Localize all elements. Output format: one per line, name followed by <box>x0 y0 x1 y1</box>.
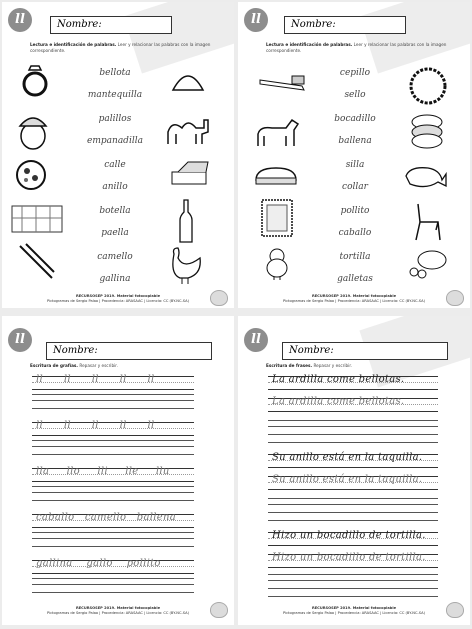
writing-line[interactable] <box>268 498 438 499</box>
mascot-icon <box>446 602 464 618</box>
writing-line[interactable] <box>268 520 438 521</box>
word-10: galletas <box>337 274 373 284</box>
worksheet-page-2 <box>238 2 470 308</box>
watermark <box>123 2 234 74</box>
letter-badge: ll <box>244 328 268 352</box>
footer-title: RECURSOSEP 2019. Material fotocopiable <box>311 606 397 610</box>
footer-credits: Pictogramas de Sergio Palao | Procedencia: ARASAAC | Licencia: CC (BY-NC-SA) <box>47 611 189 615</box>
writing-line[interactable] <box>32 532 194 533</box>
name-field[interactable]: Nombre: <box>284 16 406 34</box>
writing-line[interactable] <box>268 420 438 421</box>
mascot-icon <box>446 290 464 306</box>
letter-badge: ll <box>244 8 268 32</box>
instruction-title: Escritura de grafías. <box>30 363 79 368</box>
tortilla-icon <box>406 248 450 280</box>
letter-badge: ll <box>8 328 32 352</box>
word-3: palillos <box>98 114 132 124</box>
sandwich-icon <box>252 162 300 188</box>
writing-line[interactable] <box>268 574 438 575</box>
instruction <box>266 42 462 54</box>
watermark <box>359 2 470 74</box>
ring-icon <box>20 64 50 98</box>
word-10: gallina <box>99 274 131 284</box>
word-4: empanadilla <box>87 136 143 146</box>
horse-icon <box>252 114 302 150</box>
camel-icon <box>162 114 210 148</box>
writing-line[interactable] <box>268 442 438 443</box>
bottle-icon <box>178 198 194 244</box>
sentence-trace-2[interactable] <box>268 476 438 490</box>
trace-text: ll ll ll ll ll <box>36 374 155 385</box>
word-7: botella <box>99 206 131 216</box>
writing-line[interactable] <box>32 400 194 401</box>
word-2: sello <box>344 90 366 100</box>
writing-line[interactable] <box>32 486 194 487</box>
cookies-icon <box>408 112 446 150</box>
word-6: collar <box>342 182 368 192</box>
name-field[interactable]: Nombre: <box>282 342 448 360</box>
instruction-text: Leer y relacionar las palabras con la imagen correspondiente. <box>30 42 211 53</box>
empanada-icon <box>170 68 206 96</box>
model-text: La ardilla come bellotas. <box>272 374 405 385</box>
worksheet-page-3 <box>2 316 234 625</box>
footer <box>238 606 470 616</box>
sentence-trace-1[interactable] <box>268 398 438 412</box>
worksheet-page-4 <box>238 316 470 625</box>
trace-text: gallina gallo pollito <box>36 558 161 569</box>
instruction <box>30 363 226 369</box>
footer-title: RECURSOSEP 2019. Material fotocopiable <box>311 294 397 298</box>
footer-title: RECURSOSEP 2019. Material fotocopiable <box>75 294 161 298</box>
instruction-text: Repasar y escribir. <box>313 363 353 368</box>
writing-line[interactable] <box>32 492 194 493</box>
writing-line[interactable] <box>32 578 194 579</box>
writing-line[interactable] <box>268 588 438 589</box>
footer-credits: Pictogramas de Sergio Palao | Procedencia: ARASAAC | Licencia: CC (BY-NC-SA) <box>283 611 425 615</box>
word-5: silla <box>345 160 365 170</box>
mascot-icon <box>210 602 228 618</box>
chair-icon <box>410 202 444 242</box>
writing-line[interactable] <box>32 584 194 585</box>
name-field[interactable]: Nombre: <box>50 16 172 34</box>
word-7: pollito <box>340 206 370 216</box>
writing-guide-1[interactable] <box>32 376 194 390</box>
writing-guide-5[interactable] <box>32 560 194 574</box>
word-8: caballo <box>338 228 372 238</box>
word-5: calle <box>104 160 126 170</box>
model-text: Hizo un bocadillo de tortilla. <box>272 530 426 541</box>
instruction-text: Leer y relacionar las palabras con la imagen correspondiente. <box>266 42 447 53</box>
footer-credits: Pictogramas de Sergio Palao | Procedencia: ARASAAC | Licencia: CC (BY-NC-SA) <box>283 299 425 303</box>
letter-badge: ll <box>8 8 32 32</box>
writing-guide-3[interactable] <box>32 468 194 482</box>
trace-text: Hizo un bocadillo de tortilla. <box>272 552 426 563</box>
mascot-icon <box>210 290 228 306</box>
footer <box>238 294 470 304</box>
sentence-model-3 <box>268 532 438 546</box>
footer-credits: Pictogramas de Sergio Palao | Procedencia: ARASAAC | Licencia: CC (BY-NC-SA) <box>47 299 189 303</box>
whale-icon <box>402 160 448 190</box>
word-1: bellota <box>99 68 131 78</box>
trace-text: La ardilla come bellotas. <box>272 396 405 407</box>
necklace-icon <box>406 64 450 108</box>
footer <box>2 606 234 616</box>
model-text: Su anillo está en la taquilla. <box>272 452 423 463</box>
name-field[interactable]: Nombre: <box>46 342 212 360</box>
writing-line[interactable] <box>32 592 194 593</box>
footer <box>2 294 234 304</box>
hen-icon <box>166 244 206 286</box>
word-2: mantequilla <box>87 90 143 100</box>
footer-title: RECURSOSEP 2019. Material fotocopiable <box>75 606 161 610</box>
instruction <box>30 42 226 54</box>
writing-line[interactable] <box>32 538 194 539</box>
instruction-text: Repasar y escribir. <box>79 363 118 368</box>
acorn-icon <box>16 110 50 150</box>
writing-line[interactable] <box>268 434 438 435</box>
instruction-title: Lectura e identificación de palabras. <box>266 42 353 47</box>
trace-text: Su anillo está en la taquilla. <box>272 474 423 485</box>
trace-text: caballo camello ballena <box>36 512 176 523</box>
writing-line[interactable] <box>32 446 194 447</box>
toothbrush-icon <box>258 72 308 92</box>
writing-line[interactable] <box>268 580 438 581</box>
instruction-title: Escritura de frases. <box>266 363 313 368</box>
paella-icon <box>14 158 48 192</box>
writing-line[interactable] <box>268 426 438 427</box>
stamp-icon <box>260 198 294 238</box>
instruction <box>266 363 462 369</box>
writing-guide-4[interactable] <box>32 514 194 528</box>
chick-icon <box>262 246 292 280</box>
worksheet-page-1 <box>2 2 234 308</box>
writing-line[interactable] <box>32 546 194 547</box>
writing-line[interactable] <box>32 500 194 501</box>
word-4: ballena <box>338 136 372 146</box>
writing-guide-2[interactable] <box>32 422 194 436</box>
writing-line[interactable] <box>32 454 194 455</box>
butter-icon <box>168 158 210 188</box>
writing-line[interactable] <box>32 394 194 395</box>
word-9: tortilla <box>339 252 371 262</box>
word-1: cepillo <box>339 68 371 78</box>
writing-line[interactable] <box>268 512 438 513</box>
sentence-model-1 <box>268 376 438 390</box>
sentence-model-2 <box>268 454 438 468</box>
writing-line[interactable] <box>268 504 438 505</box>
writing-line[interactable] <box>268 596 438 597</box>
writing-line[interactable] <box>32 408 194 409</box>
word-3: bocadillo <box>334 114 376 124</box>
writing-line[interactable] <box>32 440 194 441</box>
street-icon <box>10 200 64 236</box>
word-6: anillo <box>102 182 128 192</box>
trace-text: lla llo lli lle llu <box>36 466 170 477</box>
instruction-title: Lectura e identificación de palabras. <box>30 42 117 47</box>
word-9: camello <box>97 252 133 262</box>
sentence-trace-3[interactable] <box>268 554 438 568</box>
word-8: paella <box>101 228 129 238</box>
chopsticks-icon <box>16 242 56 282</box>
trace-text: ll ll ll ll ll <box>36 420 155 431</box>
